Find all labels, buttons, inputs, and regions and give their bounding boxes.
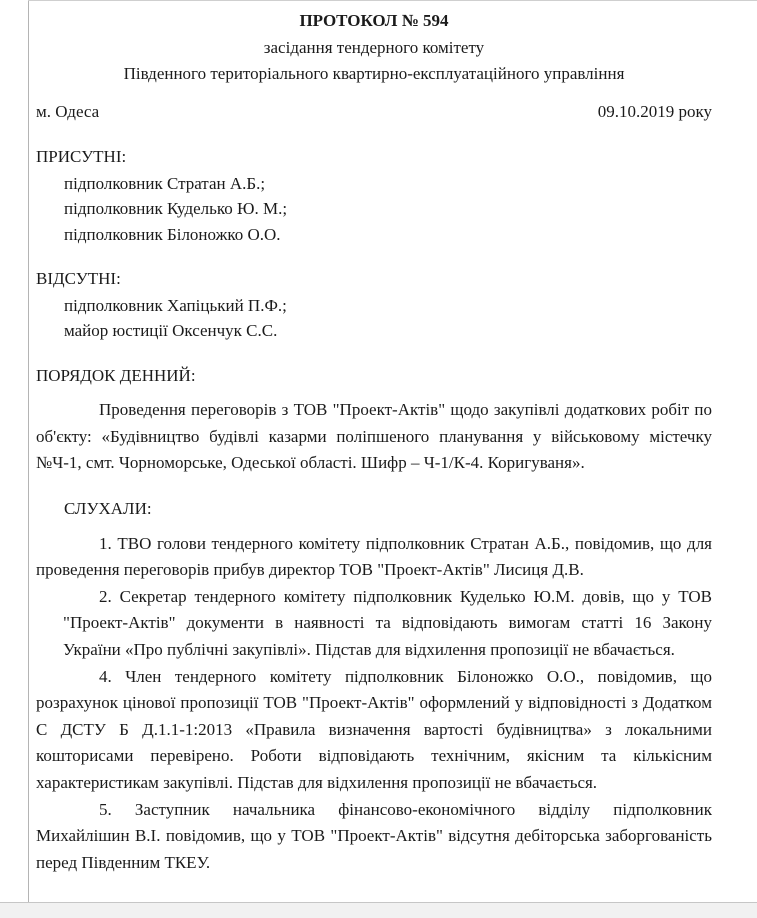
present-list [36,171,712,247]
page-top-border-line [28,0,757,1]
heard-section [36,531,712,877]
document-city: м. Одеса [36,101,100,121]
absent-list-item: підполковник Хапіцький П.Ф.; [64,295,287,315]
agenda-section-header: ПОРЯДОК ДЕННИЙ: [36,365,196,385]
viewer-bottom-strip [0,902,757,918]
heard-section-header: СЛУХАЛИ: [64,498,152,518]
document-date: 09.10.2019 року [597,101,712,121]
heard-paragraph-4: 4. Член тендерного комітету підполковник Білоножко О.О., повідомив, що розрахунок цінової пропозиції ТОВ "Проект-Актів" оформлений у відповідності з Додатком С ДСТУ Б Д.1.1-1:2013 «Правила визначення вартості будівництва» з локальними кошторисами перевірено. Роботи відповідають технічним, якісним та кількісним характеристикам закупівлі. Підстав для відхилення пропозиції не вбачається. [36,666,712,792]
page-left-border-line [28,0,29,903]
document-subtitle-organization: Південного територіального квартирно-експлуатаційного управління [123,64,625,84]
city-date-row [36,99,712,126]
absent-list-item: майор юстиції Оксенчук С.С. [64,321,278,341]
present-list-item: підполковник Білоножко О.О. [64,224,281,244]
document-title: ПРОТОКОЛ № 594 [299,11,449,30]
document-title-block [36,8,712,88]
present-list-item: підполковник Стратан А.Б.; [64,173,266,193]
absent-section-header: ВІДСУТНІ: [36,269,121,289]
agenda-paragraph: Проведення переговорів з ТОВ "Проект-Актів" щодо закупівлі додаткових робіт по об'єкту: «Будівництво будівлі казарми поліпшеного планування у військовому містечку №Ч-1, смт. Чорноморське, Одеської області. Шифр – Ч-1/К-4. Коригуваня». [36,400,712,473]
heard-paragraph-2: 2. Секретар тендерного комітету підполковник Куделько Ю.М. довів, що у ТОВ "Проект-Актів" документи в наявності та відповідають вимогам статті 16 Закону України «Про публічні закупівлі». Підстав для відхилення пропозиції не вбачається. [63,586,712,659]
document-subtitle-meeting: засідання тендерного комітету [263,37,485,57]
absent-list [36,293,712,344]
heard-paragraph-5: 5. Заступник начальника фінансово-економічного відділу підполковник Михайлішин В.І. повідомив, що у ТОВ "Проект-Актів" відсутня дебіторська заборгованість перед Південним ТКЕУ. [36,799,712,872]
heard-paragraph-1: 1. ТВО голови тендерного комітету підполковник Стратан А.Б., повідомив, що для проведення переговорів прибув директор ТОВ "Проект-Актів" Лисиця Д.В. [36,533,712,580]
present-section-header: ПРИСУТНІ: [36,147,127,167]
present-list-item: підполковник Куделько Ю. М.; [64,199,288,219]
